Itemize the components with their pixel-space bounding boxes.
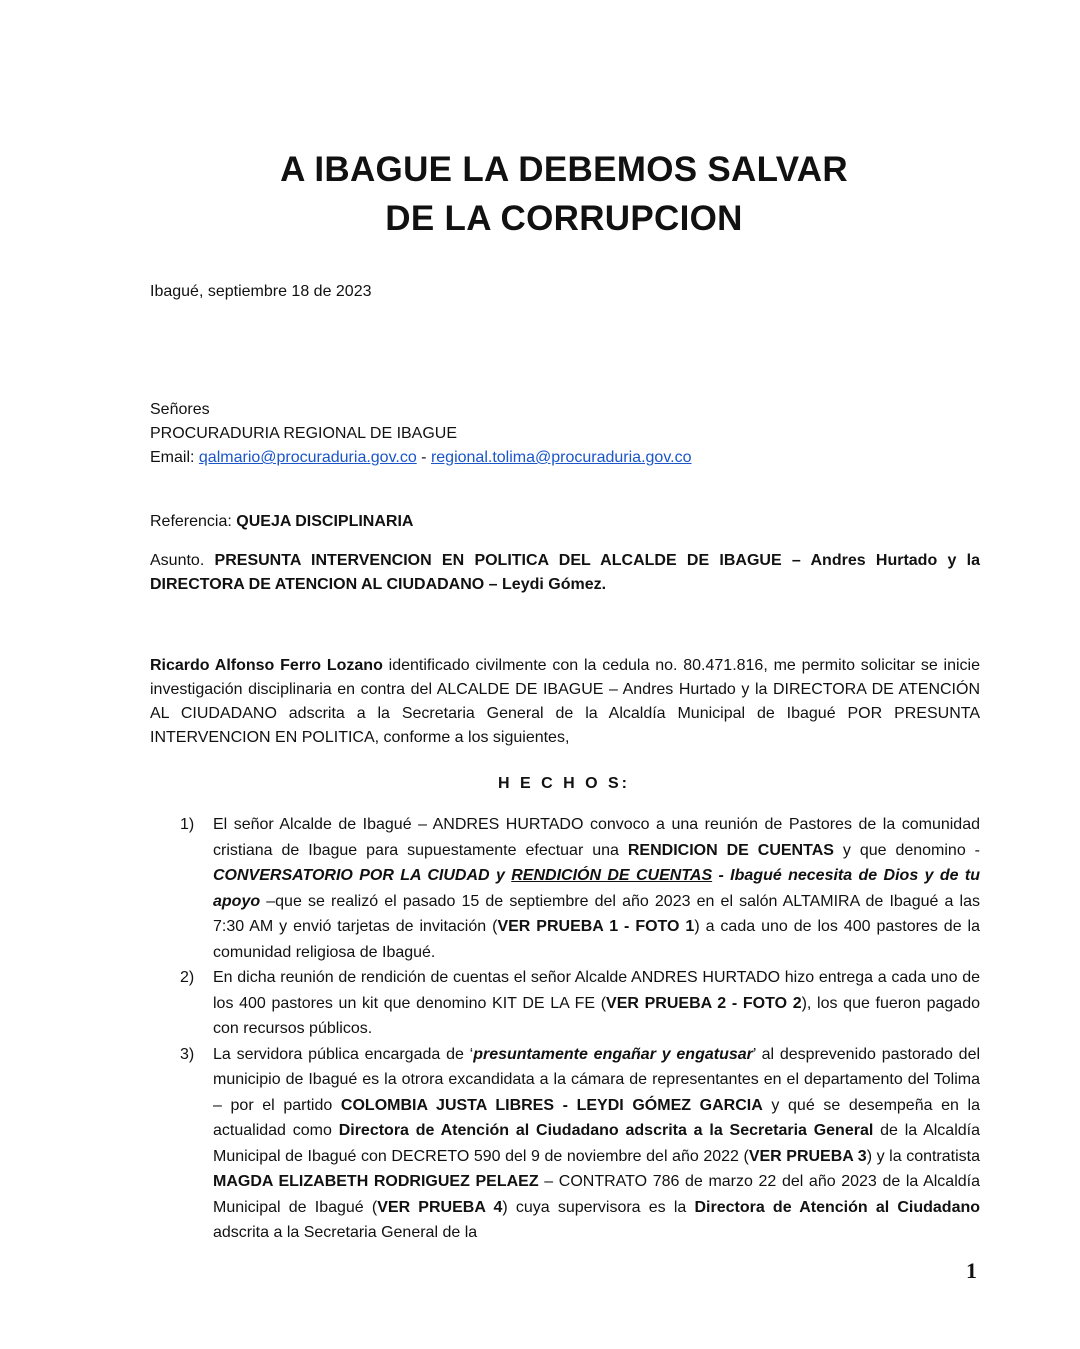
facts-heading: H E C H O S: xyxy=(497,775,630,792)
email-link-2[interactable]: regional.tolima@procuraduria.gov.co xyxy=(430,449,692,466)
fact-emphasis: CONVERSATORIO POR LA CIUDAD y xyxy=(213,867,512,884)
reference-value: QUEJA DISCIPLINARIA xyxy=(236,513,414,530)
fact-emphasis: RENDICION DE CUENTAS xyxy=(627,841,834,859)
fact-emphasis: - Ibagué necesita de Dios y de tu apoyo xyxy=(213,867,980,910)
fact-text: adscrita a la Secretaria General de la xyxy=(213,1224,478,1241)
fact-text: ) cuya supervisora es la xyxy=(502,1198,695,1216)
recipient-block xyxy=(150,398,691,470)
email-link-1[interactable]: qalmario@procuraduria.gov.co xyxy=(198,449,417,466)
recipient-email-line xyxy=(150,446,691,470)
fact-number: 1) xyxy=(180,816,195,833)
fact-evidence-ref: VER PRUEBA 4 xyxy=(377,1198,503,1216)
fact-number: 3) xyxy=(180,1045,195,1063)
fact-emphasis: COLOMBIA JUSTA LIBRES - LEYDI GÓMEZ GARCIA xyxy=(340,1096,763,1114)
fact-item-1 xyxy=(150,812,980,965)
email-label: Email: xyxy=(150,449,199,466)
fact-emphasis: Directora de Atención al Ciudadano adscrita a la Secretaria General xyxy=(338,1122,874,1139)
fact-emphasis: MAGDA ELIZABETH RODRIGUEZ PELAEZ xyxy=(213,1173,539,1190)
reference-line xyxy=(150,510,413,534)
intro-paragraph xyxy=(150,654,980,750)
fact-text: En dicha reunión de rendición de cuentas el señor Alcalde ANDRES HURTADO hizo entrega a cada uno de los 400 pastores un kit que denomino KIT DE LA FE ( xyxy=(213,969,980,1012)
letter-date: Ibagué, septiembre 18 de 2023 xyxy=(150,283,372,300)
page-number: 1 xyxy=(966,1258,977,1283)
title-line-1: A IBAGUE LA DEBEMOS SALVAR xyxy=(280,150,848,189)
fact-text: ’ al desprevenido pastorado del municipio de Ibagué es la otrora excandidata a la cámara de representantes en el departamento del Tolima – por el partido xyxy=(213,1045,981,1114)
fact-evidence-ref: VER PRUEBA 1 - FOTO 1 xyxy=(497,918,695,935)
title-line-2: DE LA CORRUPCION xyxy=(385,199,743,238)
fact-emphasis: Directora de Atención al Ciudadano xyxy=(694,1198,981,1216)
intro-text: identificado civilmente con la cedula no. 80.471.816, me permito solicitar se inicie investigación disciplinaria en contra del ALCALDE DE IBAGUE – Andres Hurtado y la DIRECTORA DE ATENCIÓN AL CIUDADANO adscrita a la Secretaria General de la Alcaldía Municipal de Ibagué POR PRESUNTA INTERVENCION EN POLITICA, conforme a los siguientes, xyxy=(150,657,981,746)
document-title xyxy=(0,145,1080,243)
fact-text: de la Alcaldía Municipal de Ibagué con DECRETO 590 del 9 de noviembre del año 2022 ( xyxy=(213,1122,980,1165)
fact-text: El señor Alcalde de Ibagué – ANDRES HURTADO convoco a una reunión de Pastores de la comunidad cristiana de Ibague para supuestamente efectuar una xyxy=(213,816,980,859)
fact-item-2 xyxy=(150,965,980,1042)
fact-evidence-ref: VER PRUEBA 3 xyxy=(748,1147,867,1165)
fact-text: ) y la contratista xyxy=(866,1147,981,1165)
fact-text: y que denomino - xyxy=(833,841,980,859)
email-separator: - xyxy=(416,449,431,466)
reference-label: Referencia: xyxy=(150,513,237,530)
recipient-entity: PROCURADURIA REGIONAL DE IBAGUE xyxy=(150,425,458,442)
fact-text: ) a cada uno de los 400 pastores de la comunidad religiosa de Ibagué. xyxy=(213,918,981,961)
subject-label: Asunto. xyxy=(150,552,215,569)
fact-text: – CONTRATO 786 de marzo 22 del año 2023 de la Alcaldía Municipal de Ibagué ( xyxy=(213,1173,980,1216)
complainant-name: Ricardo Alfonso Ferro Lozano xyxy=(150,657,383,674)
fact-emphasis: presuntamente engañar y engatusar xyxy=(473,1045,753,1063)
recipient-salutation: Señores xyxy=(150,401,210,418)
fact-number: 2) xyxy=(180,969,195,986)
fact-evidence-ref: VER PRUEBA 2 - FOTO 2 xyxy=(606,994,802,1012)
fact-item-3 xyxy=(150,1042,980,1246)
fact-emphasis: RENDICIÓN DE CUENTAS xyxy=(511,867,713,884)
subject-value: PRESUNTA INTERVENCION EN POLITICA DEL ALCALDE DE IBAGUE – Andres Hurtado y la DIRECTORA DE ATENCION AL CIUDADANO – Leydi Gómez. xyxy=(150,552,981,593)
subject-paragraph xyxy=(150,549,980,597)
fact-text: La servidora pública encargada de ‘ xyxy=(213,1045,474,1063)
fact-text: –que se realizó el pasado 15 de septiembre del año 2023 en el salón ALTAMIRA de Ibagué a las 7:30 AM y envió tarjetas de invitación ( xyxy=(213,892,980,935)
fact-text: ), los que fueron pagado con recursos públicos. xyxy=(213,994,980,1037)
fact-text: y qué se desempeña en la actualidad como xyxy=(213,1096,980,1139)
facts-list xyxy=(150,812,980,1246)
